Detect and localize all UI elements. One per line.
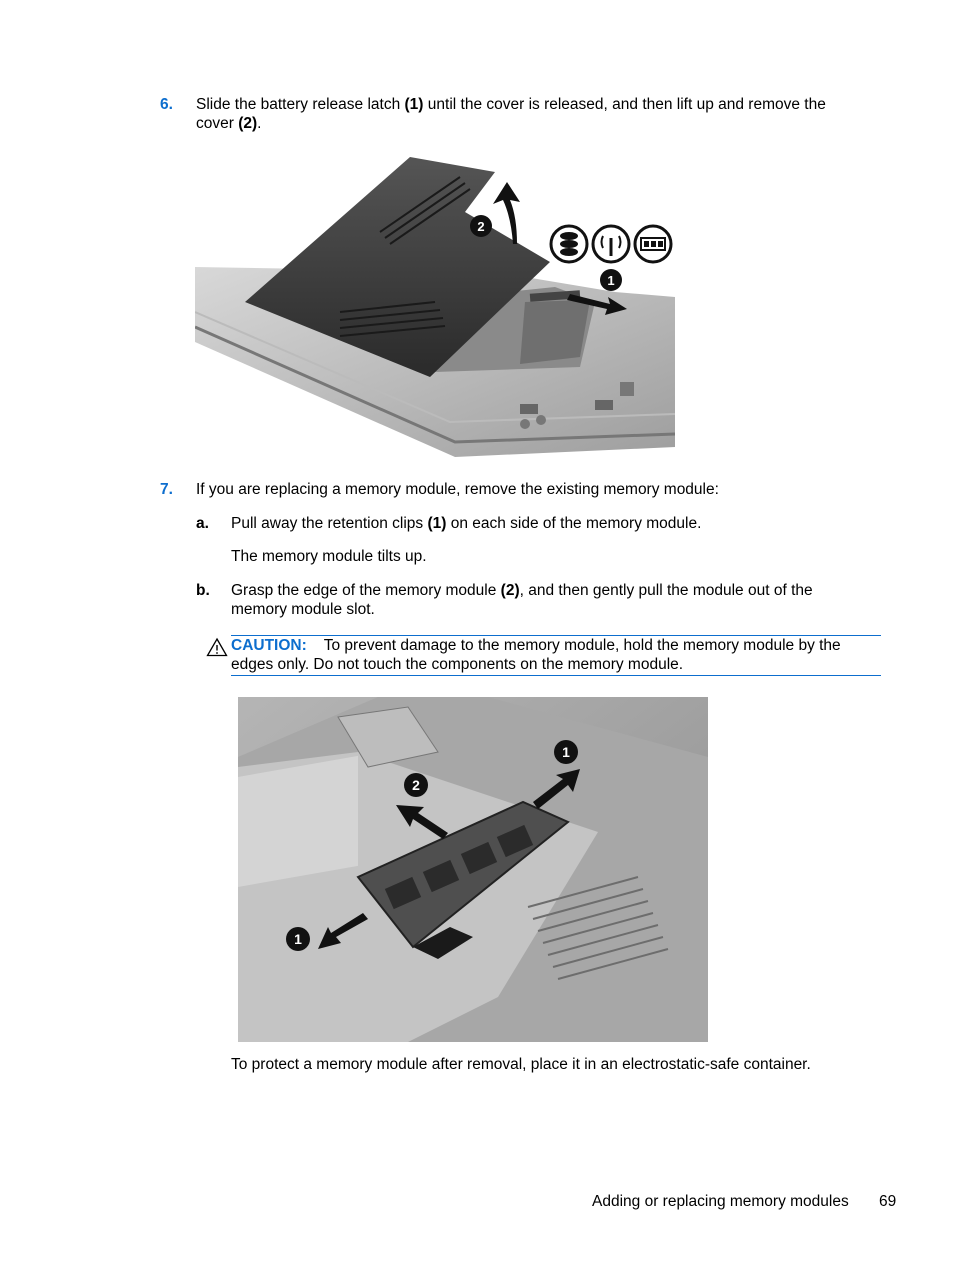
- page-number: 69: [879, 1193, 897, 1210]
- caution-box: [231, 635, 881, 676]
- figure-memory-module: [238, 697, 708, 1042]
- step-number: 6.: [160, 96, 173, 113]
- step-text: Slide the battery release latch (1) until the cover is released, and then lift up and remove the cover (2).: [196, 96, 826, 132]
- step-number: 7.: [160, 481, 173, 498]
- step-text: If you are replacing a memory module, remove the existing memory module:: [196, 481, 719, 498]
- callout-1-lower: 1: [294, 931, 302, 947]
- caution-text: CAUTION: To prevent damage to the memory module, hold the memory module by the edges only. Do not touch the components on the memory module.: [231, 637, 841, 673]
- wireless-icon: [593, 226, 629, 262]
- memory-module-icon: [635, 226, 671, 262]
- callout-2: 2: [412, 777, 420, 793]
- footer-section-title: Adding or replacing memory modules: [592, 1193, 849, 1210]
- warning-triangle-icon: [206, 637, 228, 657]
- substep-letter: b.: [196, 582, 210, 599]
- caution-label: CAUTION:: [231, 637, 307, 654]
- closing-text: To protect a memory module after removal, place it in an electrostatic-safe container.: [231, 1056, 811, 1073]
- callout-1: 1: [562, 744, 570, 760]
- callout-1: 1: [607, 273, 615, 288]
- substep-text: Pull away the retention clips (1) on each side of the memory module.: [231, 515, 702, 532]
- callout-2: 2: [477, 219, 485, 234]
- substep-text: Grasp the edge of the memory module (2), and then gently pull the module out of the memory module slot.: [231, 582, 813, 618]
- hard-drive-icon: [551, 226, 587, 262]
- substep-letter: a.: [196, 515, 209, 532]
- substep-note: The memory module tilts up.: [231, 548, 427, 565]
- figure-battery-cover: [195, 152, 675, 462]
